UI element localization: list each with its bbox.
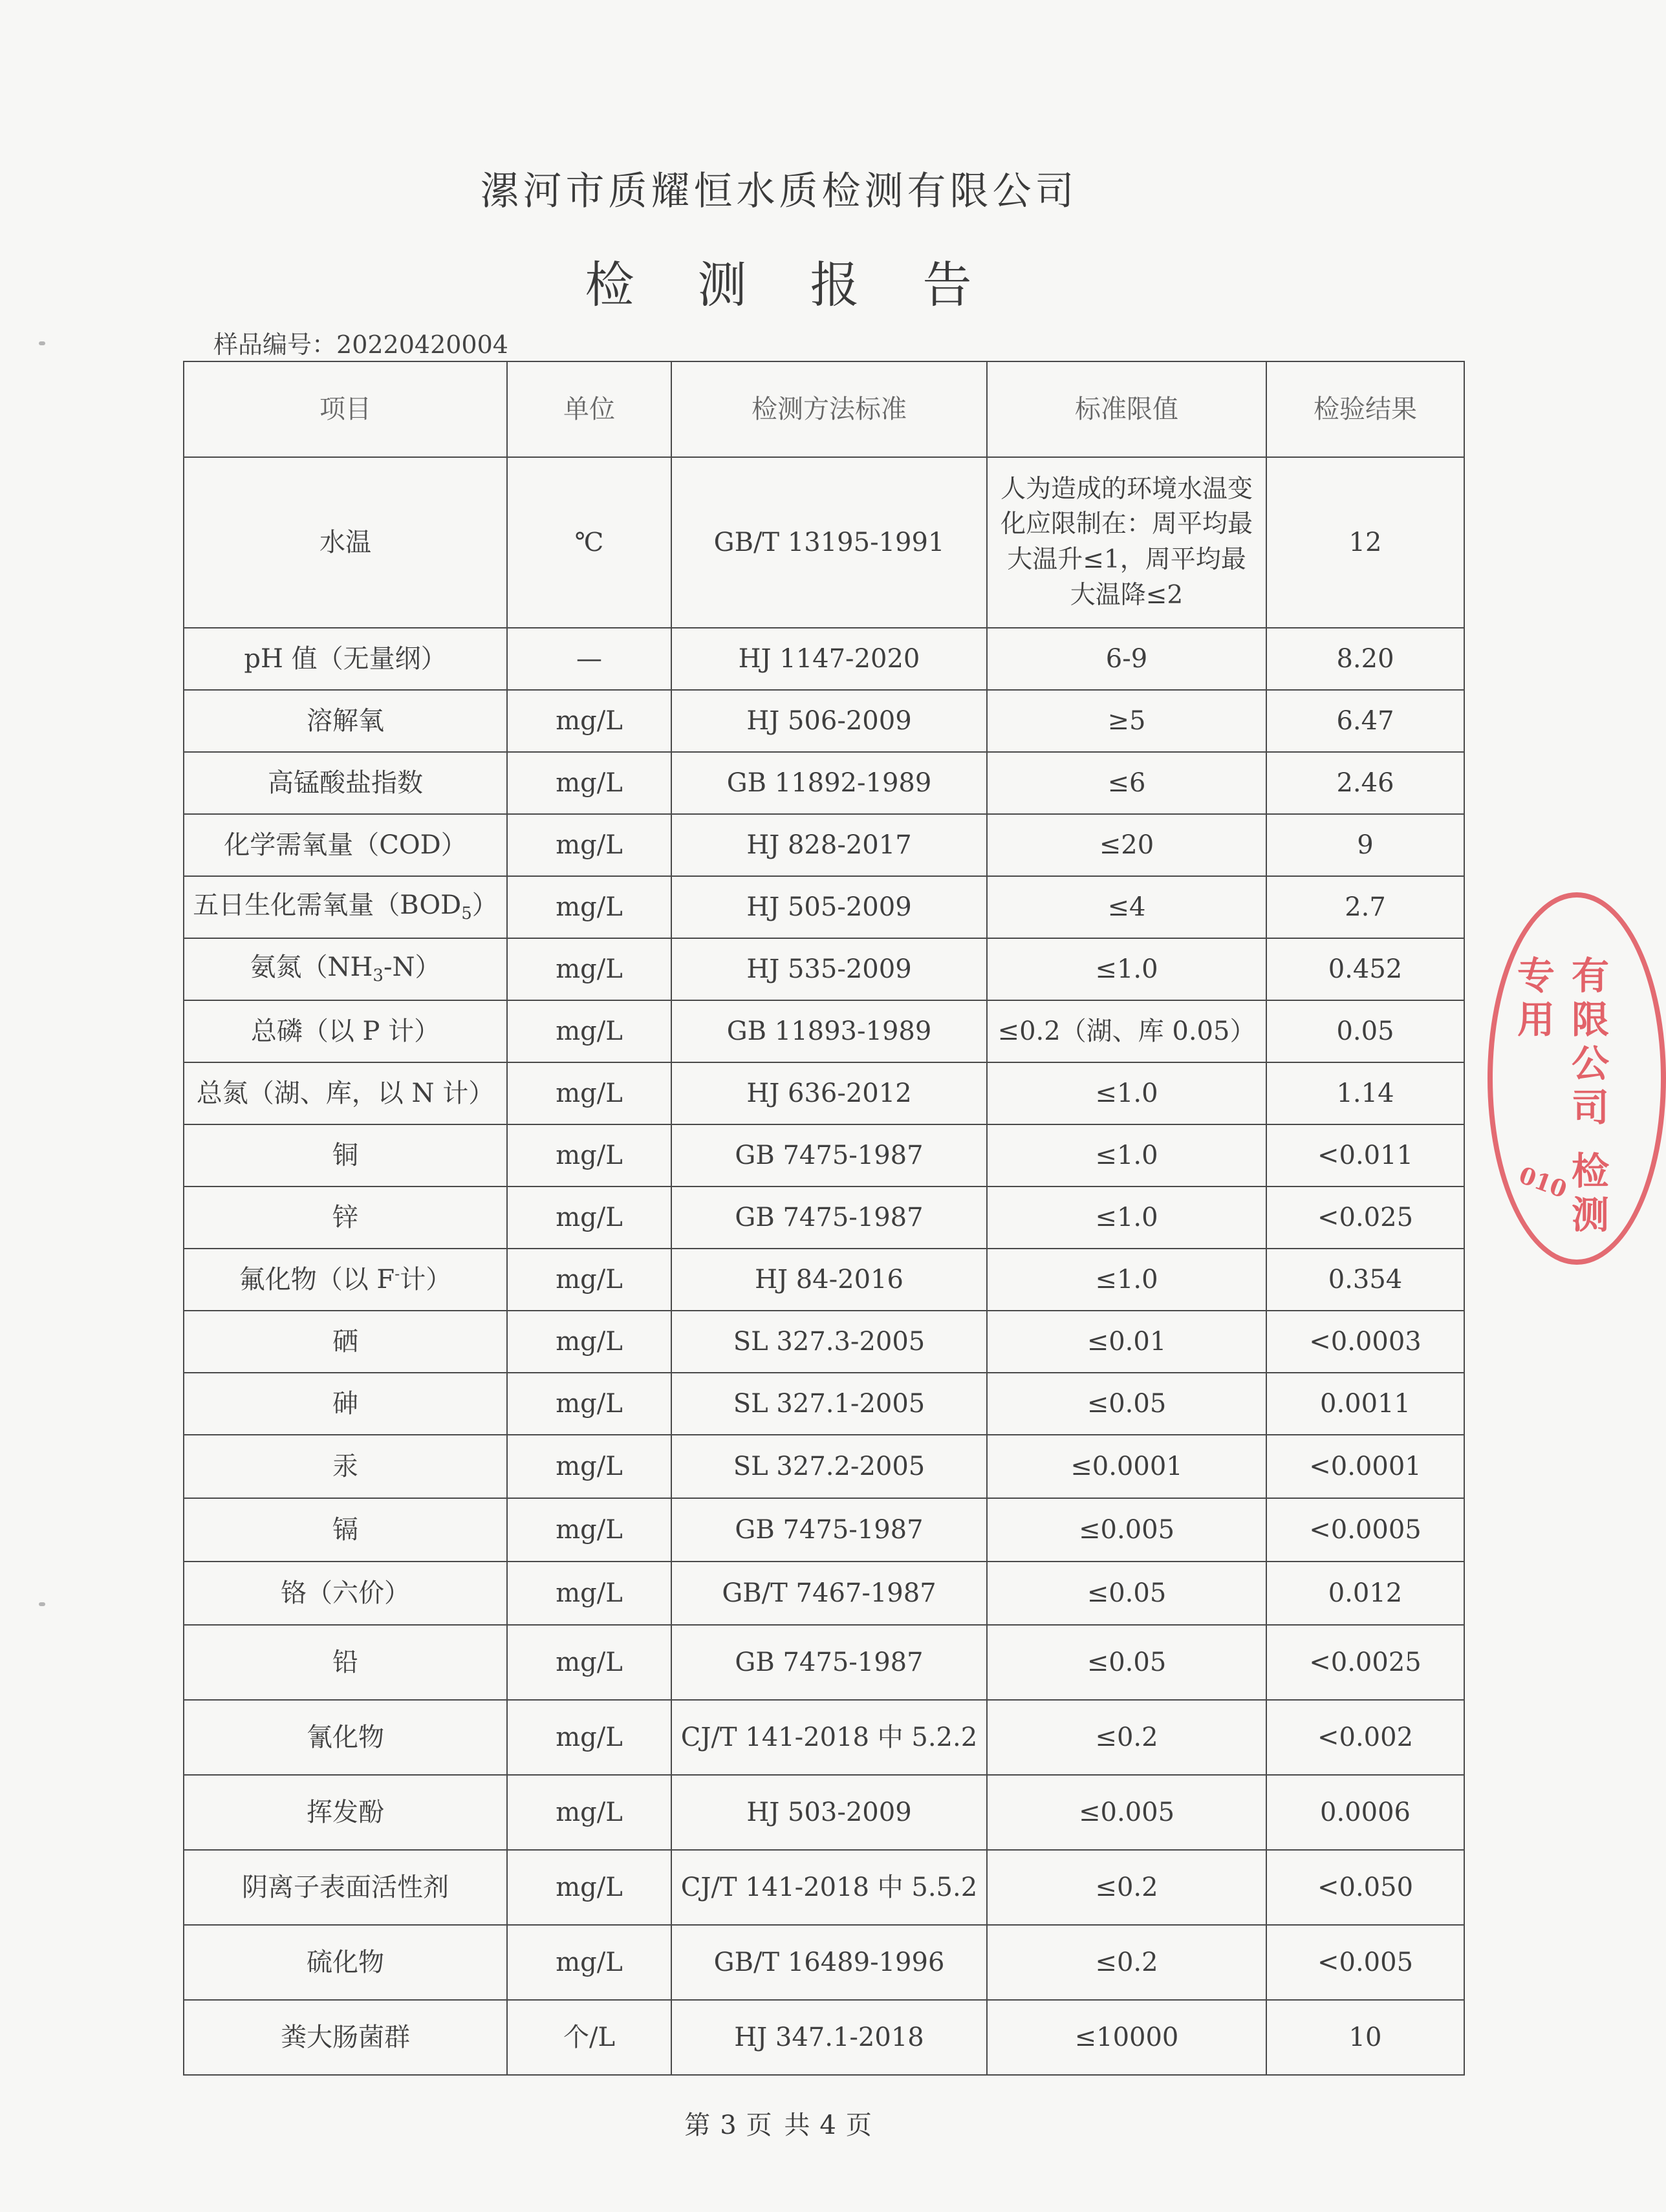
cell-limit: ≤0.2	[987, 1925, 1266, 2000]
cell-limit: ≤0.2	[987, 1700, 1266, 1775]
cell-method: HJ 506-2009	[671, 690, 987, 752]
cell-unit: mg/L	[507, 1373, 671, 1435]
cell-item: 铜	[184, 1124, 507, 1187]
cell-limit: ≤0.05	[987, 1373, 1266, 1435]
cell-method: HJ 84-2016	[671, 1249, 987, 1311]
cell-method: SL 327.3-2005	[671, 1311, 987, 1373]
cell-unit: mg/L	[507, 1700, 671, 1775]
cell-limit: ≤0.2（湖、库 0.05）	[987, 1000, 1266, 1062]
cell-unit: mg/L	[507, 1850, 671, 1925]
table-row	[184, 876, 1464, 938]
cell-unit: mg/L	[507, 752, 671, 814]
cell-method: HJ 503-2009	[671, 1775, 987, 1850]
cell-limit: ≤6	[987, 752, 1266, 814]
cell-limit: ≤1.0	[987, 1249, 1266, 1311]
cell-unit: mg/L	[507, 1925, 671, 2000]
cell-method: GB 11892-1989	[671, 752, 987, 814]
cell-result: 2.46	[1266, 752, 1464, 814]
cell-unit: mg/L	[507, 1625, 671, 1700]
cell-unit: ℃	[507, 457, 671, 628]
cell-item: 化学需氧量（COD）	[184, 814, 507, 876]
header-limit: 标准限值	[987, 361, 1266, 457]
cell-result: <0.0005	[1266, 1498, 1464, 1562]
table-row	[184, 1249, 1464, 1311]
cell-result: <0.0025	[1266, 1625, 1464, 1700]
cell-result: 2.7	[1266, 876, 1464, 938]
cell-result: <0.050	[1266, 1850, 1464, 1925]
cell-limit: ≤20	[987, 814, 1266, 876]
cell-result: 0.05	[1266, 1000, 1464, 1062]
table-row	[184, 457, 1464, 628]
cell-method: GB 7475-1987	[671, 1625, 987, 1700]
cell-limit: ≤0.0001	[987, 1435, 1266, 1498]
cell-method: GB/T 7467-1987	[671, 1562, 987, 1625]
cell-item: 总磷（以 P 计）	[184, 1000, 507, 1062]
cell-result: <0.002	[1266, 1700, 1464, 1775]
cell-unit: mg/L	[507, 1062, 671, 1124]
cell-item: 硒	[184, 1311, 507, 1373]
cell-item	[184, 876, 507, 938]
table-row	[184, 1850, 1464, 1925]
cell-item	[184, 938, 507, 1000]
table-row	[184, 690, 1464, 752]
cell-unit: mg/L	[507, 1435, 671, 1498]
cell-limit: ≤1.0	[987, 1062, 1266, 1124]
cell-item: 砷	[184, 1373, 507, 1435]
cell-item: 阴离子表面活性剂	[184, 1850, 507, 1925]
cell-limit: ≤0.2	[987, 1850, 1266, 1925]
table-row	[184, 1562, 1464, 1625]
cell-item-subscript: 3	[373, 966, 384, 986]
table-header-row	[184, 361, 1464, 457]
cell-unit: mg/L	[507, 1187, 671, 1249]
cell-result: <0.0003	[1266, 1311, 1464, 1373]
cell-item: 镉	[184, 1498, 507, 1562]
cell-unit: mg/L	[507, 876, 671, 938]
seal-number: 010	[1515, 1161, 1571, 1204]
cell-method: HJ 505-2009	[671, 876, 987, 938]
cell-limit: ≥5	[987, 690, 1266, 752]
sample-number-value: 20220420004	[336, 330, 508, 359]
cell-limit: ≤1.0	[987, 1187, 1266, 1249]
cell-unit: mg/L	[507, 938, 671, 1000]
table-row	[184, 1775, 1464, 1850]
cell-item: 汞	[184, 1435, 507, 1498]
cell-result: 0.0011	[1266, 1373, 1464, 1435]
cell-result: <0.0001	[1266, 1435, 1464, 1498]
table-row	[184, 1187, 1464, 1249]
cell-limit: ≤0.005	[987, 1498, 1266, 1562]
cell-limit: ≤0.005	[987, 1775, 1266, 1850]
cell-unit: mg/L	[507, 1562, 671, 1625]
cell-unit: mg/L	[507, 1311, 671, 1373]
cell-limit: ≤0.01	[987, 1311, 1266, 1373]
table-row	[184, 1498, 1464, 1562]
cell-result: 10	[1266, 2000, 1464, 2075]
footer-prefix: 第	[684, 2110, 713, 2140]
cell-limit: 人为造成的环境水温变化应限制在：周平均最大温升≤1，周平均最大温降≤2	[987, 457, 1266, 628]
cell-item	[184, 1249, 507, 1311]
cell-limit: ≤1.0	[987, 938, 1266, 1000]
cell-method: HJ 347.1-2018	[671, 2000, 987, 2075]
cell-item: 氰化物	[184, 1700, 507, 1775]
table-row	[184, 752, 1464, 814]
cell-limit: ≤10000	[987, 2000, 1266, 2075]
cell-item: 铬（六价）	[184, 1562, 507, 1625]
cell-item-text: 计）	[400, 1265, 452, 1294]
cell-item-text: ）	[471, 890, 498, 921]
sample-number-line	[213, 325, 508, 360]
table-row	[184, 1311, 1464, 1373]
table-row	[184, 1625, 1464, 1700]
cell-unit: —	[507, 628, 671, 690]
footer-suffix: 页	[845, 2110, 874, 2140]
cell-item: 溶解氧	[184, 690, 507, 752]
cell-result: 9	[1266, 814, 1464, 876]
cell-item: pH 值（无量纲）	[184, 628, 507, 690]
header-method: 检测方法标准	[671, 361, 987, 457]
scan-mark	[39, 1602, 45, 1606]
seal-text: 有限公司 检测专用	[1511, 956, 1609, 1240]
table-row	[184, 2000, 1464, 2075]
header-unit: 单位	[507, 361, 671, 457]
cell-item: 挥发酚	[184, 1775, 507, 1850]
cell-item-text: 氨氮（NH	[250, 952, 373, 983]
cell-result: 6.47	[1266, 690, 1464, 752]
cell-item-text: 氟化物（以 F	[239, 1265, 395, 1294]
cell-result: 8.20	[1266, 628, 1464, 690]
cell-method: GB 11893-1989	[671, 1000, 987, 1062]
cell-item: 高锰酸盐指数	[184, 752, 507, 814]
cell-result: 0.354	[1266, 1249, 1464, 1311]
cell-unit: mg/L	[507, 814, 671, 876]
page-footer	[0, 2105, 1558, 2142]
header-result: 检验结果	[1266, 361, 1464, 457]
cell-limit: ≤0.05	[987, 1562, 1266, 1625]
cell-item: 粪大肠菌群	[184, 2000, 507, 2075]
cell-item: 铅	[184, 1625, 507, 1700]
cell-limit: ≤4	[987, 876, 1266, 938]
cell-item: 总氮（湖、库，以 N 计）	[184, 1062, 507, 1124]
title-char: 测	[697, 256, 748, 314]
cell-item-text: 五日生化需氧量（BOD	[193, 890, 462, 921]
cell-result: <0.025	[1266, 1187, 1464, 1249]
cell-item-superscript: -	[395, 1265, 400, 1283]
cell-method: GB/T 13195-1991	[671, 457, 987, 628]
title-char: 检	[585, 256, 636, 314]
cell-method: GB 7475-1987	[671, 1498, 987, 1562]
cell-item-text: -N）	[383, 952, 441, 983]
cell-limit: ≤0.05	[987, 1625, 1266, 1700]
cell-unit: mg/L	[507, 1249, 671, 1311]
cell-method: SL 327.1-2005	[671, 1373, 987, 1435]
cell-result: 1.14	[1266, 1062, 1464, 1124]
total-pages: 4	[819, 2110, 838, 2140]
cell-result: <0.011	[1266, 1124, 1464, 1187]
cell-result: 12	[1266, 457, 1464, 628]
title-char: 告	[922, 256, 973, 314]
header-item: 项目	[184, 361, 507, 457]
cell-method: HJ 1147-2020	[671, 628, 987, 690]
cell-method: HJ 828-2017	[671, 814, 987, 876]
cell-unit: 个/L	[507, 2000, 671, 2075]
cell-limit: ≤1.0	[987, 1124, 1266, 1187]
footer-middle: 页 共	[746, 2110, 812, 2140]
cell-unit: mg/L	[507, 1498, 671, 1562]
company-name: 漯河市质耀恒水质检测有限公司	[480, 169, 1078, 214]
cell-method: CJ/T 141-2018 中 5.5.2	[671, 1850, 987, 1925]
table-row	[184, 938, 1464, 1000]
title-char: 报	[810, 256, 861, 314]
table-row	[184, 628, 1464, 690]
cell-item: 水温	[184, 457, 507, 628]
cell-limit: 6-9	[987, 628, 1266, 690]
cell-unit: mg/L	[507, 1124, 671, 1187]
table-row	[184, 1062, 1464, 1124]
cell-result: 0.012	[1266, 1562, 1464, 1625]
cell-item: 锌	[184, 1187, 507, 1249]
cell-item-subscript: 5	[461, 904, 472, 924]
company-seal	[1488, 892, 1666, 1265]
cell-method: GB 7475-1987	[671, 1124, 987, 1187]
document-title	[0, 246, 1558, 316]
cell-method: GB 7475-1987	[671, 1187, 987, 1249]
results-table	[183, 361, 1465, 2076]
cell-result: 0.452	[1266, 938, 1464, 1000]
cell-method: CJ/T 141-2018 中 5.2.2	[671, 1700, 987, 1775]
table-row	[184, 1373, 1464, 1435]
cell-unit: mg/L	[507, 1775, 671, 1850]
cell-unit: mg/L	[507, 1000, 671, 1062]
table-row	[184, 1700, 1464, 1775]
page-number: 3	[720, 2110, 739, 2140]
cell-method: SL 327.2-2005	[671, 1435, 987, 1498]
cell-item: 硫化物	[184, 1925, 507, 2000]
sample-number-label: 样品编号：	[213, 330, 337, 359]
table-row	[184, 1124, 1464, 1187]
cell-unit: mg/L	[507, 690, 671, 752]
table-row	[184, 814, 1464, 876]
scan-mark	[39, 341, 45, 345]
cell-method: HJ 535-2009	[671, 938, 987, 1000]
table-row	[184, 1925, 1464, 2000]
table-row	[184, 1435, 1464, 1498]
cell-result: <0.005	[1266, 1925, 1464, 2000]
table-row	[184, 1000, 1464, 1062]
cell-result: 0.0006	[1266, 1775, 1464, 1850]
cell-method: GB/T 16489-1996	[671, 1925, 987, 2000]
cell-method: HJ 636-2012	[671, 1062, 987, 1124]
